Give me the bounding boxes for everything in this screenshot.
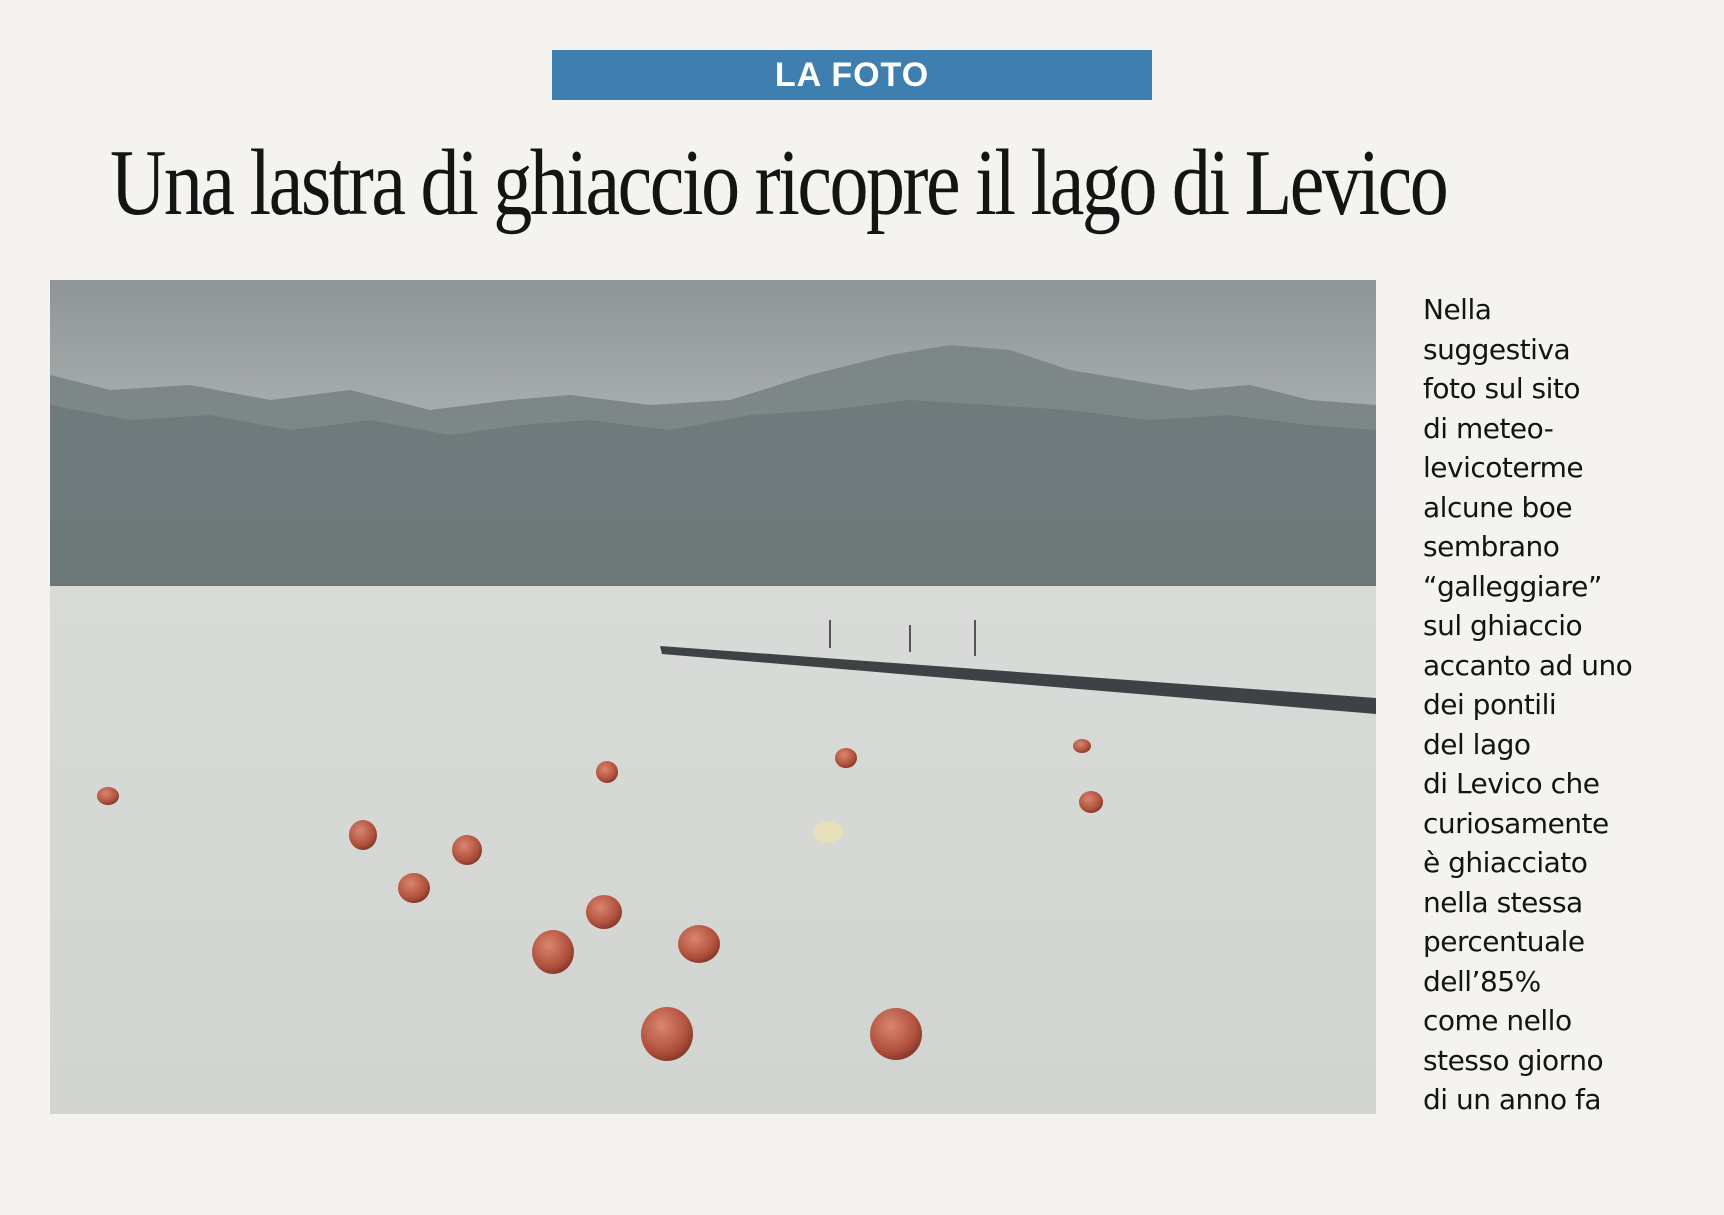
headline: Una lastra di ghiaccio ricopre il lago di Levico <box>110 131 1447 235</box>
photo-ice <box>50 586 1376 1114</box>
section-label: LA FOTO <box>774 55 930 94</box>
lake-photo <box>50 280 1376 1114</box>
section-badge <box>552 50 1152 100</box>
photo-caption: Nella suggestiva foto sul sito di meteo- levicoterme alcune boe sembrano “galleggiare” sul ghiaccio accanto ad uno dei pontili del lago di Levico che curiosamente è ghiacciato nella stessa percentuale dell’85% come nello stesso giorno di un anno fa <box>1423 293 1633 1116</box>
